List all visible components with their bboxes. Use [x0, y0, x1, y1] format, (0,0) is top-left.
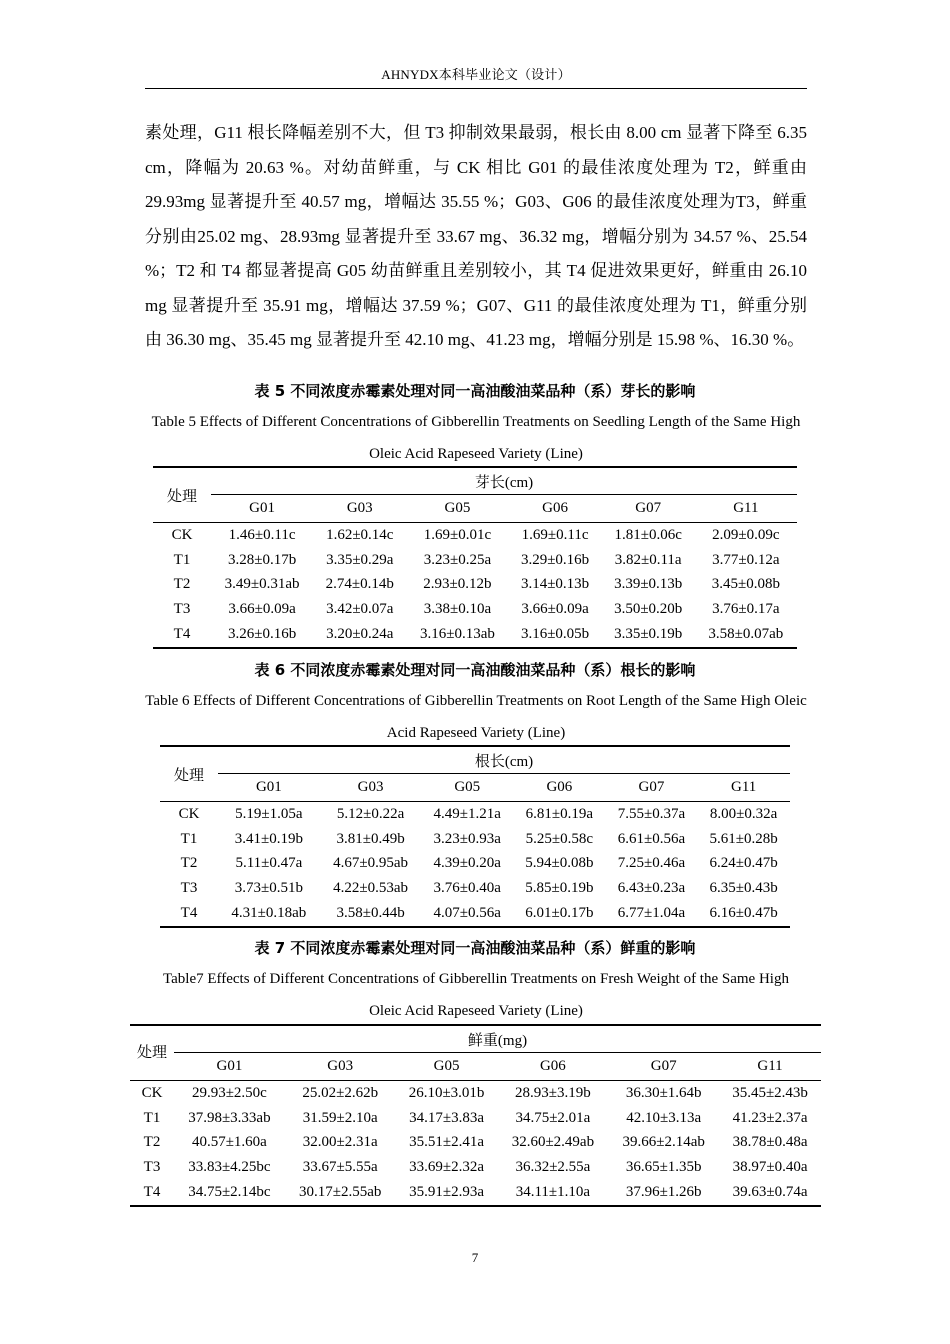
page-number: 7 — [471, 1250, 479, 1265]
table-cell: 3.58±0.44b — [336, 905, 405, 922]
table5 — [153, 466, 797, 649]
column-header: G01 — [218, 774, 320, 802]
table-cell: 28.93±3.19b — [515, 1084, 591, 1101]
table-cell: 3.58±0.07ab — [708, 626, 784, 643]
row-label: T1 — [180, 830, 198, 847]
table-cell: 35.45±2.43b — [732, 1084, 808, 1101]
table-cell: 3.49±0.31ab — [224, 576, 300, 593]
row-label: T3 — [180, 880, 198, 897]
table-cell: 35.51±2.41a — [409, 1134, 484, 1151]
table-cell: 3.50±0.20b — [614, 601, 683, 618]
table-cell: 32.60±2.49ab — [511, 1134, 595, 1151]
table-cell: 1.62±0.14c — [326, 526, 394, 543]
table-cell: 36.65±1.35b — [625, 1159, 702, 1176]
table-cell: 3.73±0.51b — [234, 880, 303, 897]
table5-caption-cn: 表 5 不同浓度赤霉素处理对同一高油酸油菜品种（系）芽长的影响 — [254, 382, 696, 400]
table-cell: 30.17±2.55ab — [299, 1184, 382, 1201]
group-label: 根长(cm) — [218, 746, 790, 774]
table-cell: 34.17±3.83a — [409, 1109, 484, 1126]
table-cell: 5.94±0.08b — [525, 855, 594, 872]
table6-caption-en: Table 6 Effects of Different Concentrations of Gibberellin Treatments on Root Length of the Same High Oleic Acid Rapeseed Variety (Line) — [145, 693, 807, 741]
row-label: CK — [178, 805, 200, 822]
table-row — [153, 548, 797, 573]
table-row — [130, 1155, 821, 1180]
table-cell: 3.66±0.09a — [521, 601, 589, 618]
row-label: CK — [171, 526, 193, 543]
table-cell: 4.39±0.20a — [433, 855, 501, 872]
table-row — [160, 802, 790, 827]
table-cell: 6.77±1.04a — [617, 905, 686, 922]
table-cell: 3.82±0.11a — [614, 551, 682, 568]
table-cell: 38.78±0.48a — [732, 1134, 808, 1151]
table-row — [153, 622, 797, 648]
table-cell: 41.23±2.37a — [732, 1109, 808, 1126]
table-cell: 4.67±0.95ab — [333, 855, 409, 872]
table-cell: 4.49±1.21a — [433, 805, 501, 822]
column-header: G05 — [406, 495, 508, 523]
table-cell: 32.00±2.31a — [302, 1134, 378, 1151]
table-cell: 33.67±5.55a — [302, 1159, 378, 1176]
table-cell: 6.35±0.43b — [709, 880, 778, 897]
table-cell: 36.30±1.64b — [625, 1084, 702, 1101]
table-cell: 34.75±2.01a — [515, 1109, 591, 1126]
row-header: 处理 — [160, 746, 218, 802]
table-cell: 39.63±0.74a — [732, 1184, 808, 1201]
table-row — [130, 1131, 821, 1156]
row-label: T2 — [143, 1134, 161, 1151]
table-cell: 3.77±0.12a — [712, 551, 780, 568]
table-cell: 1.81±0.06c — [614, 526, 682, 543]
table-cell: 6.61±0.56a — [617, 830, 686, 847]
row-label: T4 — [180, 905, 198, 922]
table-cell: 6.01±0.17b — [525, 905, 594, 922]
table-cell: 5.19±1.05a — [235, 805, 303, 822]
table-cell: 37.98±3.33ab — [188, 1109, 271, 1126]
table7-caption-en: Table7 Effects of Different Concentrations of Gibberellin Treatments on Fresh Weight of the Same High Oleic Acid Rapeseed Variety (Line) — [163, 971, 789, 1019]
table-cell: 8.00±0.32a — [709, 805, 778, 822]
row-label: T3 — [143, 1159, 161, 1176]
running-header: AHNYDX本科毕业论文（设计） — [381, 67, 571, 82]
column-header: G03 — [320, 774, 422, 802]
table-cell: 3.23±0.93a — [433, 830, 501, 847]
row-header: 处理 — [130, 1025, 174, 1081]
table7-caption-cn: 表 7 不同浓度赤霉素处理对同一高油酸油菜品种（系）鲜重的影响 — [254, 939, 696, 957]
row-label: CK — [141, 1084, 163, 1101]
table-cell: 3.76±0.17a — [712, 601, 780, 618]
table-cell: 4.31±0.18ab — [231, 905, 307, 922]
table-cell: 40.57±1.60a — [191, 1134, 267, 1151]
table-cell: 3.76±0.40a — [433, 880, 501, 897]
table-cell: 26.10±3.01b — [408, 1084, 485, 1101]
table-cell: 3.41±0.19b — [234, 830, 303, 847]
table-cell: 38.97±0.40a — [732, 1159, 808, 1176]
body-paragraph — [145, 116, 807, 358]
table-cell: 3.42±0.07a — [326, 601, 394, 618]
table-cell: 3.38±0.10a — [423, 601, 492, 618]
table-cell: 5.61±0.28b — [709, 830, 778, 847]
table-cell: 3.26±0.16b — [227, 626, 297, 643]
table-row — [130, 1081, 821, 1106]
table-cell: 3.28±0.17b — [227, 551, 297, 568]
table-cell: 3.16±0.05b — [520, 626, 590, 643]
row-header: 处理 — [153, 467, 211, 523]
column-header: G01 — [211, 495, 313, 523]
table-cell: 34.11±1.10a — [515, 1184, 591, 1201]
column-header: G11 — [695, 495, 797, 523]
table-cell: 1.69±0.11c — [521, 526, 589, 543]
table-cell: 3.66±0.09a — [228, 601, 296, 618]
table-cell: 3.35±0.19b — [614, 626, 683, 643]
table-row — [153, 573, 797, 598]
table6 — [160, 745, 790, 928]
table-cell: 4.07±0.56a — [433, 905, 501, 922]
table-cell: 6.81±0.19a — [525, 805, 594, 822]
table-cell: 33.69±2.32a — [409, 1159, 484, 1176]
table-cell: 3.14±0.13b — [520, 576, 590, 593]
table-cell: 31.59±2.10a — [302, 1109, 378, 1126]
table-row — [160, 901, 790, 927]
table-cell: 35.91±2.93a — [409, 1184, 484, 1201]
table-cell: 33.83±4.25bc — [188, 1159, 271, 1176]
table-cell: 42.10±3.13a — [626, 1109, 702, 1126]
table-cell: 6.43±0.23a — [617, 880, 686, 897]
table-cell: 6.16±0.47b — [709, 905, 778, 922]
row-label: T1 — [173, 551, 191, 568]
table-cell: 5.11±0.47a — [235, 855, 303, 872]
table-cell: 5.85±0.19b — [525, 880, 594, 897]
column-header: G01 — [174, 1053, 285, 1081]
table-cell: 29.93±2.50c — [191, 1084, 267, 1101]
table-row — [160, 827, 790, 852]
row-label: T4 — [143, 1184, 161, 1201]
column-header: G07 — [608, 1053, 719, 1081]
table-cell: 7.55±0.37a — [617, 805, 686, 822]
row-label: T4 — [173, 626, 191, 643]
column-header: G11 — [719, 1053, 821, 1081]
table-cell: 3.29±0.16b — [520, 551, 590, 568]
table-cell: 6.24±0.47b — [709, 855, 778, 872]
paragraph-text: 素处理，G11 根长降幅差别不大，但 T3 抑制效果最弱，根长由 8.00 cm 显著下降至 6.35 cm，降幅为 20.63 %。对幼苗鲜重，与 CK 相比 G01 的最佳浓度处理为 T2，鲜重由 29.93mg 显著提升至 40.57 mg，增幅达 35.55 %；G03、G06 的最佳浓度处理为T3，鲜重分别由25.02 mg、28.93mg 显著提升至 33.67 mg、36.32 mg，增幅分别为 34.57 %、25.54 %；T2 和 T4 都显著提高 G05 幼苗鲜重且差别较小，其 T4 促进效果更好，鲜重由 26.10 mg 显著提升至 35.91 mg，增幅达 37.59 %；G07、G11 的最佳浓度处理为 T1，鲜重分别由 36.30 mg、35.45 mg 显著提升至 42.10 mg、41.23 mg，增幅分别是 15.98 %、16.30 %。 — [145, 123, 807, 349]
table-cell: 25.02±2.62b — [302, 1084, 379, 1101]
table-row — [130, 1106, 821, 1131]
table-cell: 39.66±2.14ab — [622, 1134, 705, 1151]
column-header: G05 — [396, 1053, 498, 1081]
header-rule — [145, 88, 807, 89]
group-label: 芽长(cm) — [211, 467, 797, 495]
table-cell: 3.39±0.13b — [614, 576, 683, 593]
table-row — [160, 852, 790, 877]
table-row — [160, 876, 790, 901]
table-cell: 2.93±0.12b — [423, 576, 492, 593]
table5-caption-en: Table 5 Effects of Different Concentrations of Gibberellin Treatments on Seedling Length of the Same High Oleic Acid Rapeseed Variety (Line) — [151, 414, 801, 462]
column-header: G05 — [421, 774, 513, 802]
table-row — [153, 597, 797, 622]
table-cell: 5.25±0.58c — [525, 830, 594, 847]
column-header: G03 — [313, 495, 406, 523]
column-header: G06 — [497, 1053, 608, 1081]
table-cell: 3.23±0.25a — [423, 551, 492, 568]
column-header: G11 — [697, 774, 790, 802]
table-cell: 3.20±0.24a — [326, 626, 394, 643]
table-cell: 36.32±2.55a — [515, 1159, 591, 1176]
table-cell: 4.22±0.53ab — [333, 880, 409, 897]
column-header: G06 — [513, 774, 606, 802]
column-header: G06 — [509, 495, 602, 523]
table-cell: 34.75±2.14bc — [188, 1184, 271, 1201]
table-row — [130, 1180, 821, 1206]
row-label: T1 — [143, 1109, 161, 1126]
table-cell: 7.25±0.46a — [617, 855, 686, 872]
table-row — [153, 523, 797, 548]
table7 — [130, 1024, 821, 1207]
row-label: T2 — [173, 576, 191, 593]
table-cell: 3.16±0.13ab — [419, 626, 495, 643]
table6-caption-cn: 表 6 不同浓度赤霉素处理对同一高油酸油菜品种（系）根长的影响 — [254, 661, 696, 679]
table-cell: 3.35±0.29a — [326, 551, 394, 568]
column-header: G03 — [285, 1053, 396, 1081]
column-header: G07 — [606, 774, 698, 802]
table-cell: 2.09±0.09c — [712, 526, 780, 543]
group-label: 鲜重(mg) — [174, 1025, 821, 1053]
table-cell: 1.69±0.01c — [423, 526, 492, 543]
column-header: G07 — [602, 495, 695, 523]
table-cell: 2.74±0.14b — [325, 576, 394, 593]
table-cell: 1.46±0.11c — [228, 526, 296, 543]
table-cell: 37.96±1.26b — [625, 1184, 702, 1201]
row-label: T2 — [180, 855, 198, 872]
table-cell: 5.12±0.22a — [336, 805, 405, 822]
table-cell: 3.81±0.49b — [336, 830, 405, 847]
row-label: T3 — [173, 601, 191, 618]
table-cell: 3.45±0.08b — [711, 576, 780, 593]
